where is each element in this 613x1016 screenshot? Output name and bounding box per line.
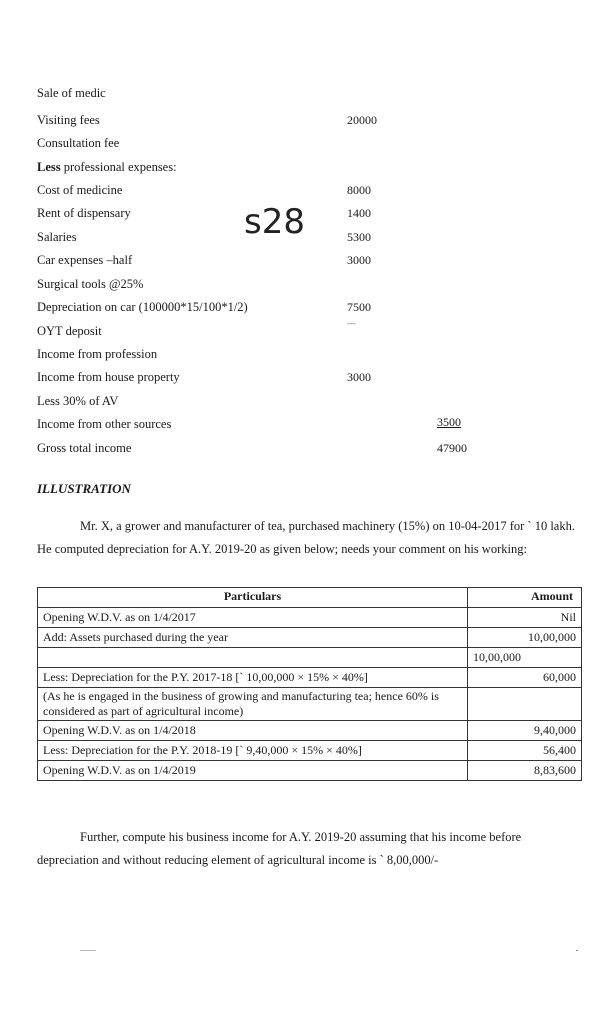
- cell-particulars: Less: Depreciation for the P.Y. 2017-18 [` 10,00,000 × 15% × 40%]: [38, 668, 468, 688]
- cell-amount: 10,00,000: [468, 648, 582, 668]
- table-row: [38, 688, 582, 721]
- row-amount: ---: [347, 318, 356, 328]
- row-label: Depreciation on car (100000*15/100*1/2): [37, 300, 248, 314]
- cell-amount: 8,83,600: [468, 761, 582, 781]
- cell-amount: 60,000: [468, 668, 582, 688]
- cell-particulars: [38, 648, 468, 668]
- cell-particulars: Opening W.D.V. as on 1/4/2018: [38, 721, 468, 741]
- row-amount: 20000: [347, 113, 377, 127]
- cell-amount: 9,40,000: [468, 721, 582, 741]
- table-row: [38, 628, 582, 648]
- table-row: [38, 741, 582, 761]
- illustration-intro: Mr. X, a grower and manufacturer of tea, purchased machinery (15%) on 10-04-2017 for ` 10 lakh. He computed depreciation for A.Y. 2019-20 as given below; needs your comment on his working:: [37, 519, 575, 556]
- table-row: [38, 648, 582, 668]
- row-label: Income from other sources: [37, 417, 172, 431]
- illustration-heading: ILLUSTRATION: [37, 481, 131, 496]
- row-amount: 3500: [437, 415, 461, 429]
- header-amount: Amount: [468, 588, 582, 608]
- row-label: OYT deposit: [37, 324, 102, 338]
- wdv-table: [37, 587, 582, 781]
- table-row: [38, 721, 582, 741]
- table-row: [38, 761, 582, 781]
- page-mark: [80, 950, 96, 951]
- cell-amount: Nil: [468, 608, 582, 628]
- row-label-bold: Less: [37, 160, 61, 174]
- row-label: [37, 160, 177, 175]
- page-mark: [576, 950, 578, 951]
- row-amount: 8000: [347, 183, 371, 197]
- row-label: Sale of medic: [37, 86, 106, 100]
- cell-amount: [468, 688, 582, 721]
- row-label-rest: professional expenses:: [60, 160, 177, 174]
- cell-particulars: Add: Assets purchased during the year: [38, 628, 468, 648]
- cell-amount: 56,400: [468, 741, 582, 761]
- row-amount: 3000: [347, 370, 371, 384]
- row-label: Less 30% of AV: [37, 394, 119, 408]
- cell-particulars: Less: Depreciation for the P.Y. 2018-19 [` 9,40,000 × 15% × 40%]: [38, 741, 468, 761]
- row-label: Gross total income: [37, 441, 132, 455]
- illustration-closing: Further, compute his business income for A.Y. 2019-20 assuming that his income before depreciation and without reducing element of agricultural income is ` 8,00,000/-: [37, 830, 522, 867]
- cell-particulars: (As he is engaged in the business of growing and manufacturing tea; hence 60% is considered as part of agricultural income): [38, 688, 468, 721]
- table-row: [38, 608, 582, 628]
- row-label: Consultation fee: [37, 136, 120, 150]
- cell-particulars: Opening W.D.V. as on 1/4/2019: [38, 761, 468, 781]
- row-label: Surgical tools @25%: [37, 277, 144, 291]
- row-label: Car expenses –half: [37, 253, 133, 267]
- row-amount: 1400: [347, 206, 371, 220]
- row-amount: 7500: [347, 300, 371, 314]
- row-amount: 5300: [347, 230, 371, 244]
- row-label: Income from house property: [37, 370, 180, 384]
- row-amount: 3000: [347, 253, 371, 267]
- row-label: Salaries: [37, 230, 77, 244]
- row-label: Cost of medicine: [37, 183, 123, 197]
- table-row: [38, 668, 582, 688]
- table-header-row: [38, 588, 582, 608]
- cell-particulars: Opening W.D.V. as on 1/4/2017: [38, 608, 468, 628]
- row-label: Income from profession: [37, 347, 158, 361]
- cell-amount: 10,00,000: [468, 628, 582, 648]
- row-label: Visiting fees: [37, 113, 100, 127]
- handwritten-stamp: s28: [244, 202, 305, 242]
- row-amount: 47900: [437, 441, 467, 455]
- header-particulars: Particulars: [38, 588, 468, 608]
- row-label: Rent of dispensary: [37, 206, 131, 220]
